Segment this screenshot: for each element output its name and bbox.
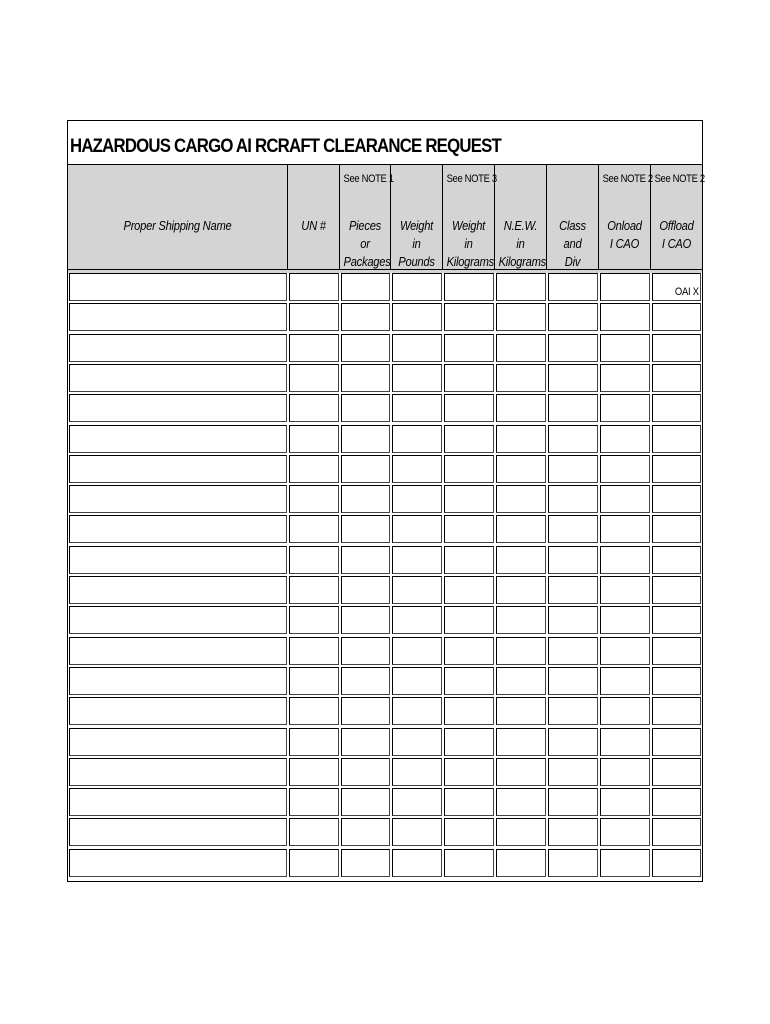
field-pieces[interactable] bbox=[341, 455, 390, 483]
column-label-line: Div bbox=[564, 254, 581, 269]
field-un-number[interactable] bbox=[289, 637, 339, 665]
column-label-line: in bbox=[412, 236, 421, 251]
column-label bbox=[292, 217, 336, 235]
column-label-line: Proper Shipping Name bbox=[123, 218, 232, 233]
field-weight-lb[interactable] bbox=[392, 425, 442, 453]
field-new-kg[interactable] bbox=[496, 334, 546, 362]
header-pieces bbox=[340, 165, 394, 269]
column-label-line: and bbox=[563, 236, 582, 251]
field-weight-lb[interactable] bbox=[392, 394, 442, 422]
field-pieces[interactable] bbox=[341, 334, 390, 362]
field-weight-lb[interactable] bbox=[392, 485, 442, 513]
field-offload-icao[interactable] bbox=[652, 364, 701, 392]
field-new-kg[interactable] bbox=[496, 394, 546, 422]
field-weight-lb[interactable] bbox=[392, 758, 442, 786]
field-class-div[interactable] bbox=[548, 576, 598, 604]
field-weight-kg[interactable] bbox=[444, 394, 494, 422]
field-offload-icao[interactable] bbox=[652, 728, 701, 756]
field-new-kg[interactable] bbox=[496, 728, 546, 756]
column-label-line: in bbox=[516, 236, 525, 251]
column-label bbox=[498, 217, 546, 271]
field-class-div[interactable] bbox=[548, 394, 598, 422]
table-row bbox=[68, 667, 702, 697]
field-pieces[interactable] bbox=[341, 394, 390, 422]
field-weight-kg[interactable] bbox=[444, 667, 494, 695]
column-label-line: Onload bbox=[607, 218, 642, 233]
field-onload-icao[interactable] bbox=[600, 758, 650, 786]
field-new-kg[interactable] bbox=[496, 303, 546, 331]
column-label-line: or bbox=[360, 236, 370, 251]
table-row bbox=[68, 485, 702, 515]
field-pieces[interactable] bbox=[341, 303, 390, 331]
field-weight-lb[interactable] bbox=[392, 273, 442, 301]
field-class-div[interactable] bbox=[548, 515, 598, 543]
field-offload-icao[interactable] bbox=[652, 576, 701, 604]
field-class-div[interactable] bbox=[548, 364, 598, 392]
field-new-kg[interactable] bbox=[496, 515, 546, 543]
field-proper-shipping-name[interactable] bbox=[69, 788, 287, 816]
header-offload-icao bbox=[651, 165, 705, 269]
header-onload-icao bbox=[599, 165, 651, 269]
column-label-line: Weight bbox=[451, 218, 486, 233]
header-proper-shipping-name bbox=[68, 165, 288, 269]
column-label bbox=[446, 217, 494, 271]
field-weight-kg[interactable] bbox=[444, 546, 494, 574]
field-weight-kg[interactable] bbox=[444, 273, 494, 301]
column-label-line: N.E.W. bbox=[503, 218, 538, 233]
field-pieces[interactable] bbox=[341, 788, 390, 816]
field-onload-icao[interactable] bbox=[600, 849, 650, 877]
field-un-number[interactable] bbox=[289, 334, 339, 362]
field-pieces[interactable] bbox=[341, 758, 390, 786]
field-onload-icao[interactable] bbox=[600, 334, 650, 362]
field-weight-lb[interactable] bbox=[392, 788, 442, 816]
table-row bbox=[68, 788, 702, 818]
field-un-number[interactable] bbox=[289, 546, 339, 574]
field-weight-lb[interactable] bbox=[392, 697, 442, 725]
field-offload-icao[interactable] bbox=[652, 334, 701, 362]
header-weight-lb bbox=[391, 165, 443, 269]
field-un-number[interactable] bbox=[289, 394, 339, 422]
field-pieces[interactable] bbox=[341, 273, 390, 301]
field-proper-shipping-name[interactable] bbox=[69, 849, 287, 877]
table-row bbox=[68, 425, 702, 455]
field-class-div[interactable] bbox=[548, 818, 598, 846]
field-class-div[interactable] bbox=[548, 667, 598, 695]
field-new-kg[interactable] bbox=[496, 606, 546, 634]
table-row bbox=[68, 758, 702, 788]
field-proper-shipping-name[interactable] bbox=[69, 334, 287, 362]
field-un-number[interactable] bbox=[289, 788, 339, 816]
field-onload-icao[interactable] bbox=[600, 576, 650, 604]
column-label bbox=[343, 217, 391, 271]
field-un-number[interactable] bbox=[289, 576, 339, 604]
field-new-kg[interactable] bbox=[496, 758, 546, 786]
field-class-div[interactable] bbox=[548, 758, 598, 786]
field-class-div[interactable] bbox=[548, 606, 598, 634]
field-onload-icao[interactable] bbox=[600, 394, 650, 422]
field-onload-icao[interactable] bbox=[600, 515, 650, 543]
field-pieces[interactable] bbox=[341, 546, 390, 574]
field-onload-icao[interactable] bbox=[600, 637, 650, 665]
field-weight-lb[interactable] bbox=[392, 637, 442, 665]
field-class-div[interactable] bbox=[548, 485, 598, 513]
field-new-kg[interactable] bbox=[496, 849, 546, 877]
field-un-number[interactable] bbox=[289, 728, 339, 756]
field-proper-shipping-name[interactable] bbox=[69, 546, 287, 574]
table-row bbox=[68, 273, 702, 303]
field-pieces[interactable] bbox=[341, 515, 390, 543]
field-weight-lb[interactable] bbox=[392, 576, 442, 604]
field-onload-icao[interactable] bbox=[600, 818, 650, 846]
field-new-kg[interactable] bbox=[496, 455, 546, 483]
field-weight-kg[interactable] bbox=[444, 576, 494, 604]
field-new-kg[interactable] bbox=[496, 364, 546, 392]
field-offload-icao[interactable] bbox=[652, 788, 701, 816]
field-proper-shipping-name[interactable] bbox=[69, 576, 287, 604]
field-proper-shipping-name[interactable] bbox=[69, 758, 287, 786]
field-new-kg[interactable] bbox=[496, 637, 546, 665]
field-weight-lb[interactable] bbox=[392, 606, 442, 634]
title-bar bbox=[68, 121, 702, 165]
field-offload-icao[interactable] bbox=[652, 637, 701, 665]
field-un-number[interactable] bbox=[289, 485, 339, 513]
field-new-kg[interactable] bbox=[496, 697, 546, 725]
table-row bbox=[68, 334, 702, 364]
column-label bbox=[395, 217, 439, 271]
column-label-line: in bbox=[464, 236, 473, 251]
column-label-line: UN # bbox=[301, 218, 326, 233]
field-class-div[interactable] bbox=[548, 425, 598, 453]
field-weight-lb[interactable] bbox=[392, 334, 442, 362]
field-class-div[interactable] bbox=[548, 849, 598, 877]
table-row bbox=[68, 697, 702, 727]
field-new-kg[interactable] bbox=[496, 788, 546, 816]
field-weight-lb[interactable] bbox=[392, 667, 442, 695]
field-proper-shipping-name[interactable] bbox=[69, 606, 287, 634]
column-label-line: Packages bbox=[343, 254, 391, 269]
column-label-line: Weight bbox=[399, 218, 434, 233]
field-new-kg[interactable] bbox=[496, 667, 546, 695]
field-weight-lb[interactable] bbox=[392, 728, 442, 756]
field-proper-shipping-name[interactable] bbox=[69, 425, 287, 453]
column-label-line: Kilograms bbox=[498, 254, 546, 269]
field-proper-shipping-name[interactable] bbox=[69, 818, 287, 846]
table-row bbox=[68, 515, 702, 545]
field-proper-shipping-name[interactable] bbox=[69, 455, 287, 483]
field-un-number[interactable] bbox=[289, 697, 339, 725]
field-un-number[interactable] bbox=[289, 667, 339, 695]
field-weight-kg[interactable] bbox=[444, 455, 494, 483]
field-proper-shipping-name[interactable] bbox=[69, 273, 287, 301]
field-new-kg[interactable] bbox=[496, 485, 546, 513]
field-un-number[interactable] bbox=[289, 515, 339, 543]
column-label-line: I CAO bbox=[609, 236, 640, 251]
field-un-number[interactable] bbox=[289, 425, 339, 453]
field-un-number[interactable] bbox=[289, 818, 339, 846]
field-weight-kg[interactable] bbox=[444, 788, 494, 816]
field-weight-kg[interactable] bbox=[444, 758, 494, 786]
field-offload-icao[interactable] bbox=[652, 394, 701, 422]
column-note: See NOTE 2 bbox=[654, 173, 705, 185]
field-un-number[interactable] bbox=[289, 364, 339, 392]
field-new-kg[interactable] bbox=[496, 273, 546, 301]
field-pieces[interactable] bbox=[341, 728, 390, 756]
field-class-div[interactable] bbox=[548, 546, 598, 574]
field-weight-kg[interactable] bbox=[444, 818, 494, 846]
table-row bbox=[68, 606, 702, 636]
field-new-kg[interactable] bbox=[496, 546, 546, 574]
field-proper-shipping-name[interactable] bbox=[69, 515, 287, 543]
table-row bbox=[68, 818, 702, 848]
field-weight-kg[interactable] bbox=[444, 637, 494, 665]
field-pieces[interactable] bbox=[341, 576, 390, 604]
field-onload-icao[interactable] bbox=[600, 455, 650, 483]
field-value: OAI X bbox=[675, 286, 699, 298]
field-weight-lb[interactable] bbox=[392, 303, 442, 331]
field-class-div[interactable] bbox=[548, 455, 598, 483]
table-row bbox=[68, 364, 702, 394]
column-label-line: Pounds bbox=[398, 254, 435, 269]
table-row bbox=[68, 303, 702, 333]
field-class-div[interactable] bbox=[548, 728, 598, 756]
field-offload-icao[interactable] bbox=[652, 273, 701, 301]
field-onload-icao[interactable] bbox=[600, 425, 650, 453]
field-new-kg[interactable] bbox=[496, 576, 546, 604]
field-weight-lb[interactable] bbox=[392, 849, 442, 877]
field-un-number[interactable] bbox=[289, 849, 339, 877]
field-class-div[interactable] bbox=[548, 273, 598, 301]
field-weight-lb[interactable] bbox=[392, 455, 442, 483]
field-new-kg[interactable] bbox=[496, 425, 546, 453]
field-onload-icao[interactable] bbox=[600, 485, 650, 513]
field-class-div[interactable] bbox=[548, 334, 598, 362]
field-proper-shipping-name[interactable] bbox=[69, 303, 287, 331]
column-label bbox=[603, 217, 647, 253]
field-weight-kg[interactable] bbox=[444, 303, 494, 331]
column-label bbox=[83, 217, 271, 235]
field-pieces[interactable] bbox=[341, 818, 390, 846]
column-label-line: Pieces bbox=[348, 218, 382, 233]
field-offload-icao[interactable] bbox=[652, 515, 701, 543]
field-weight-kg[interactable] bbox=[444, 728, 494, 756]
field-proper-shipping-name[interactable] bbox=[69, 364, 287, 392]
column-label-line: Offload bbox=[659, 218, 694, 233]
field-pieces[interactable] bbox=[341, 425, 390, 453]
column-note: See NOTE 1 bbox=[343, 173, 394, 185]
field-proper-shipping-name[interactable] bbox=[69, 697, 287, 725]
column-note: See NOTE 3 bbox=[446, 173, 497, 185]
form-title: HAZARDOUS CARGO AI RCRAFT CLEARANCE REQUEST bbox=[70, 135, 502, 157]
field-weight-lb[interactable] bbox=[392, 546, 442, 574]
field-class-div[interactable] bbox=[548, 788, 598, 816]
header-class-div bbox=[547, 165, 599, 269]
header-un-number bbox=[288, 165, 340, 269]
field-class-div[interactable] bbox=[548, 637, 598, 665]
field-offload-icao[interactable] bbox=[652, 697, 701, 725]
table-row bbox=[68, 637, 702, 667]
field-pieces[interactable] bbox=[341, 637, 390, 665]
field-weight-lb[interactable] bbox=[392, 515, 442, 543]
field-onload-icao[interactable] bbox=[600, 728, 650, 756]
table-row bbox=[68, 576, 702, 606]
field-onload-icao[interactable] bbox=[600, 697, 650, 725]
field-onload-icao[interactable] bbox=[600, 273, 650, 301]
field-weight-kg[interactable] bbox=[444, 425, 494, 453]
column-label-line: Kilograms bbox=[446, 254, 494, 269]
field-proper-shipping-name[interactable] bbox=[69, 667, 287, 695]
field-offload-icao[interactable] bbox=[652, 455, 701, 483]
field-pieces[interactable] bbox=[341, 667, 390, 695]
table-row bbox=[68, 728, 702, 758]
table-row bbox=[68, 546, 702, 576]
field-weight-lb[interactable] bbox=[392, 364, 442, 392]
field-weight-kg[interactable] bbox=[444, 606, 494, 634]
column-header-row bbox=[68, 165, 705, 273]
table-row bbox=[68, 849, 702, 879]
field-un-number[interactable] bbox=[289, 303, 339, 331]
field-offload-icao[interactable] bbox=[652, 425, 701, 453]
field-pieces[interactable] bbox=[341, 697, 390, 725]
field-weight-kg[interactable] bbox=[444, 334, 494, 362]
field-offload-icao[interactable] bbox=[652, 758, 701, 786]
field-new-kg[interactable] bbox=[496, 818, 546, 846]
field-offload-icao[interactable] bbox=[652, 667, 701, 695]
field-pieces[interactable] bbox=[341, 364, 390, 392]
field-weight-kg[interactable] bbox=[444, 849, 494, 877]
field-onload-icao[interactable] bbox=[600, 546, 650, 574]
field-pieces[interactable] bbox=[341, 485, 390, 513]
field-proper-shipping-name[interactable] bbox=[69, 485, 287, 513]
field-un-number[interactable] bbox=[289, 758, 339, 786]
field-offload-icao[interactable] bbox=[652, 606, 701, 634]
field-onload-icao[interactable] bbox=[600, 303, 650, 331]
header-weight-kg bbox=[443, 165, 495, 269]
field-un-number[interactable] bbox=[289, 606, 339, 634]
header-new-kg bbox=[495, 165, 547, 269]
header-divider bbox=[68, 269, 702, 270]
field-weight-kg[interactable] bbox=[444, 364, 494, 392]
field-onload-icao[interactable] bbox=[600, 606, 650, 634]
field-onload-icao[interactable] bbox=[600, 364, 650, 392]
field-offload-icao[interactable] bbox=[652, 303, 701, 331]
field-un-number[interactable] bbox=[289, 455, 339, 483]
table-row bbox=[68, 394, 702, 424]
field-offload-icao[interactable] bbox=[652, 818, 701, 846]
field-weight-lb[interactable] bbox=[392, 818, 442, 846]
table-row bbox=[68, 455, 702, 485]
column-note: See NOTE 2 bbox=[602, 173, 653, 185]
field-pieces[interactable] bbox=[341, 606, 390, 634]
field-proper-shipping-name[interactable] bbox=[69, 637, 287, 665]
clearance-request-form bbox=[67, 120, 703, 882]
column-label-line: Class bbox=[559, 218, 586, 233]
field-weight-kg[interactable] bbox=[444, 485, 494, 513]
field-proper-shipping-name[interactable] bbox=[69, 728, 287, 756]
field-un-number[interactable] bbox=[289, 273, 339, 301]
field-class-div[interactable] bbox=[548, 303, 598, 331]
field-weight-kg[interactable] bbox=[444, 515, 494, 543]
field-proper-shipping-name[interactable] bbox=[69, 394, 287, 422]
field-offload-icao[interactable] bbox=[652, 485, 701, 513]
field-pieces[interactable] bbox=[341, 849, 390, 877]
field-offload-icao[interactable] bbox=[652, 546, 701, 574]
field-onload-icao[interactable] bbox=[600, 788, 650, 816]
field-weight-kg[interactable] bbox=[444, 697, 494, 725]
column-label-line: I CAO bbox=[661, 236, 692, 251]
column-label bbox=[551, 217, 595, 271]
field-offload-icao[interactable] bbox=[652, 849, 701, 877]
field-onload-icao[interactable] bbox=[600, 667, 650, 695]
field-class-div[interactable] bbox=[548, 697, 598, 725]
column-label bbox=[655, 217, 699, 253]
